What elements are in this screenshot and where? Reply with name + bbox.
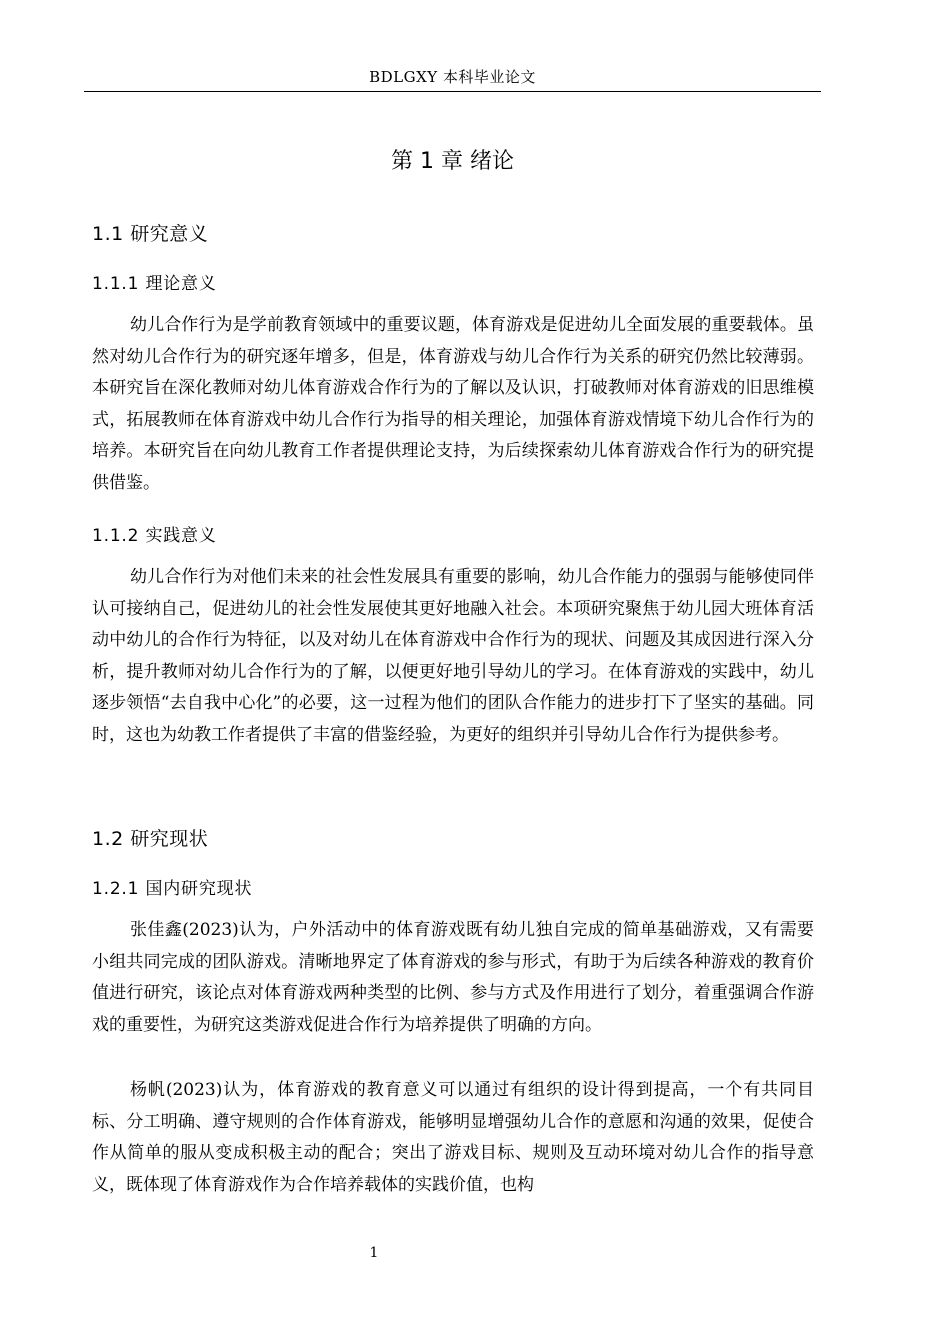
- header-rule: [84, 91, 821, 92]
- page-number: 1: [369, 1245, 379, 1261]
- paragraph-zhang-2023: 张佳鑫(2023)认为，户外活动中的体育游戏既有幼儿独自完成的简单基础游戏，又有需要小组共同完成的团队游戏。清晰地界定了体育游戏的参与形式，有助于为后续各种游戏的教育价值进行研究，该论点对体育游戏两种类型的比例、参与方式及作用进行了划分，着重强调合作游戏的重要性，为研究这类游戏促进合作行为培养提供了明确的方向。: [92, 920, 814, 1035]
- section-heading-1-1: 1.1 研究意义: [92, 223, 209, 245]
- running-header: BDLGXY 本科毕业论文: [369, 68, 536, 86]
- paragraph-practical-significance: 幼儿合作行为对他们未来的社会性发展具有重要的影响，幼儿合作能力的强弱与能够使同伴认可接纳自己，促进幼儿的社会性发展使其更好地融入社会。本项研究聚焦于幼儿园大班体育活动中幼儿的合作行为特征，以及对幼儿在体育游戏中合作行为的现状、问题及其成因进行深入分析，提升教师对幼儿合作行为的了解，以便更好地引导幼儿的学习。在体育游戏的实践中，幼儿逐步领悟“去自我中心化”的必要，这一过程为他们的团队合作能力的进步打下了坚实的基础。同时，这也为幼教工作者提供了丰富的借鉴经验，为更好的组织并引导幼儿合作行为提供参考。: [92, 567, 814, 745]
- subsection-heading-1-1-1: 1.1.1 理论意义: [92, 274, 217, 294]
- paragraph-yang-2023: 杨帆(2023)认为，体育游戏的教育意义可以通过有组织的设计得到提高，一个有共同目标、分工明确、遵守规则的合作体育游戏，能够明显增强幼儿合作的意愿和沟通的效果，促使合作从简单的服从变成积极主动的配合；突出了游戏目标、规则及互动环境对幼儿合作的指导意义，既体现了体育游戏作为合作培养载体的实践价值，也构: [92, 1080, 814, 1195]
- subsection-heading-1-1-2: 1.1.2 实践意义: [92, 526, 217, 546]
- subsection-heading-1-2-1: 1.2.1 国内研究现状: [92, 879, 253, 899]
- section-heading-1-2: 1.2 研究现状: [92, 828, 209, 850]
- chapter-title: 第 1 章 绪论: [391, 149, 514, 174]
- paragraph-theoretical-significance: 幼儿合作行为是学前教育领域中的重要议题，体育游戏是促进幼儿全面发展的重要载体。虽然对幼儿合作行为的研究逐年增多，但是，体育游戏与幼儿合作行为关系的研究仍然比较薄弱。本研究旨在深化教师对幼儿体育游戏合作行为的了解以及认识，打破教师对体育游戏的旧思维模式，拓展教师在体育游戏中幼儿合作行为指导的相关理论，加强体育游戏情境下幼儿合作行为的培养。本研究旨在向幼儿教育工作者提供理论支持，为后续探索幼儿体育游戏合作行为的研究提供借鉴。: [92, 315, 814, 493]
